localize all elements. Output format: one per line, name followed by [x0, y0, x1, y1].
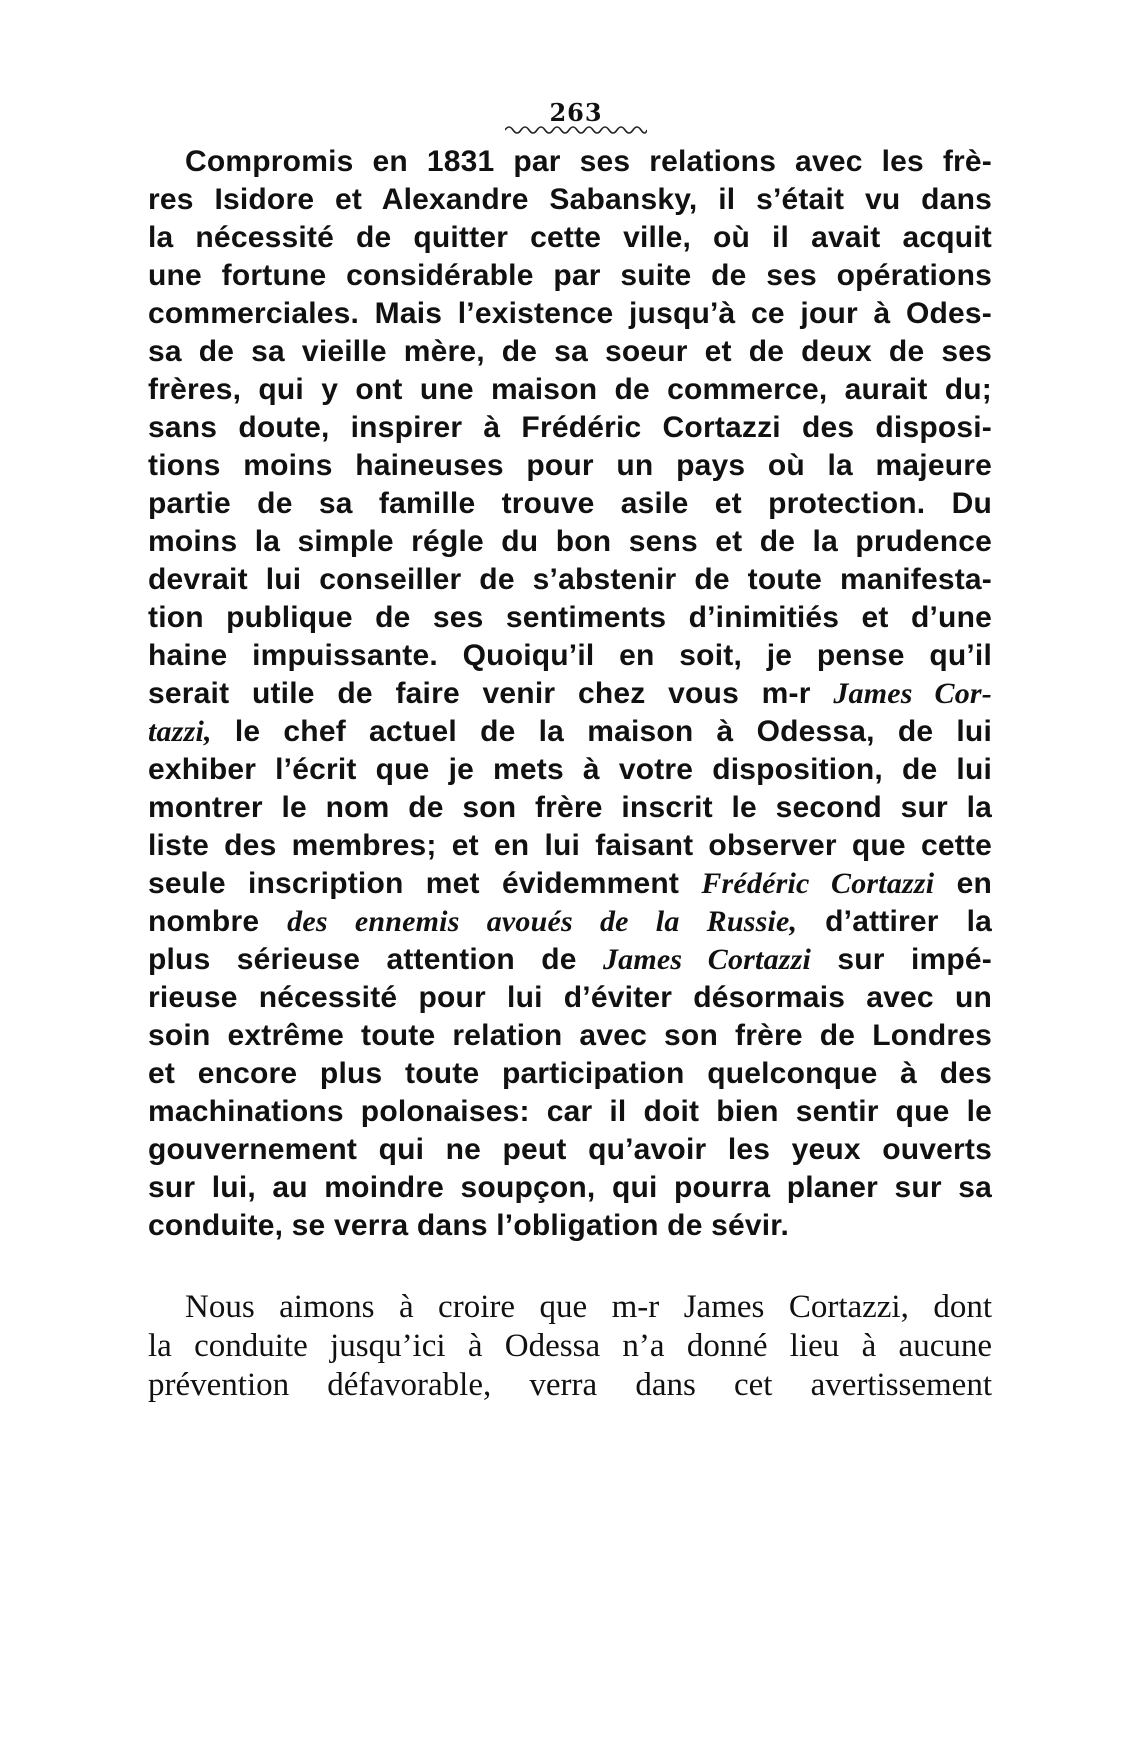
text-line: res Isidore et Alexandre Sabansky, il s’était vu dans: [148, 183, 992, 216]
text-line: sa de sa vieille mère, de sa soeur et de deux de ses: [148, 335, 992, 368]
text-line: sur lui, au moindre soupçon, qui pourra planer sur sa: [148, 1171, 992, 1204]
text-line: gouvernement qui ne peut qu’avoir les yeux ouverts: [148, 1133, 992, 1166]
text-run: d’attirer la: [797, 905, 992, 938]
text-line: [148, 865, 992, 903]
wavy-rule-ornament: [505, 124, 647, 136]
italic-name: Frédéric Cortazzi: [701, 867, 935, 900]
text-line: partie de sa famille trouve asile et protection. Du: [148, 487, 992, 520]
text-line: rieuse nécessité pour lui d’éviter désormais avec un: [148, 981, 992, 1014]
text-line: devrait lui conseiller de s’abstenir de toute manifesta-: [148, 563, 992, 596]
text-line: conduite, se verra dans l’obligation de sévir.: [148, 1209, 790, 1242]
text-line: moins la simple régle du bon sens et de la prudence: [148, 525, 992, 558]
text-line: soin extrême toute relation avec son frère de Londres: [148, 1019, 992, 1052]
text-line: [148, 941, 992, 979]
text-run: serait utile de faire venir chez vous m-r: [148, 677, 834, 710]
text-line: haine impuissante. Quoiqu’il en soit, je pense qu’il: [148, 639, 992, 672]
text-line: [148, 675, 992, 713]
text-line: [148, 713, 992, 751]
page-header: [0, 98, 1140, 127]
text-line: commerciales. Mais l’existence jusqu’à ce jour à Odes-: [148, 297, 992, 330]
text-line: tion publique de ses sentiments d’inimitiés et d’une: [148, 601, 992, 634]
text-run: seule inscription met évidemment: [148, 867, 702, 900]
text-line: Nous aimons à croire que m-r James Cortazzi, dont: [185, 1289, 992, 1325]
text-line: Compromis en 1831 par ses relations avec les frè-: [185, 145, 992, 178]
text-line: [148, 903, 992, 941]
text-line: et encore plus toute participation quelconque à des: [148, 1057, 992, 1090]
italic-name: James Cortazzi: [602, 943, 812, 976]
text-line: sans doute, inspirer à Frédéric Cortazzi des disposi-: [148, 411, 992, 444]
text-line: liste des membres; et en lui faisant observer que cette: [148, 829, 992, 862]
text-run: le chef actuel de la maison à Odessa, de lui: [211, 715, 992, 748]
text-line: la conduite jusqu’ici à Odessa n’a donné lieu à aucune: [148, 1328, 992, 1364]
page-number: 263: [549, 98, 603, 127]
text-line: prévention défavorable, verra dans cet avertissement: [148, 1367, 992, 1403]
italic-phrase: des ennemis avoués de la Russie,: [287, 905, 798, 938]
text-run: en: [934, 867, 992, 900]
text-line: la nécessité de quitter cette ville, où il avait acquit: [148, 221, 992, 254]
text-line: frères, qui y ont une maison de commerce, aurait du;: [148, 373, 992, 406]
text-line: une fortune considérable par suite de ses opérations: [148, 259, 992, 292]
italic-name: tazzi,: [148, 715, 212, 748]
text-line: machinations polonaises: car il doit bien sentir que le: [148, 1095, 992, 1128]
text-line: tions moins haineuses pour un pays où la majeure: [148, 449, 992, 482]
text-line: montrer le nom de son frère inscrit le second sur la: [148, 791, 992, 824]
italic-name: James Cor-: [833, 677, 992, 710]
text-run: sur impé-: [811, 943, 992, 976]
text-run: nombre: [148, 905, 288, 938]
text-line: exhiber l’écrit que je mets à votre disposition, de lui: [148, 753, 992, 786]
text-run: plus sérieuse attention de: [148, 943, 603, 976]
